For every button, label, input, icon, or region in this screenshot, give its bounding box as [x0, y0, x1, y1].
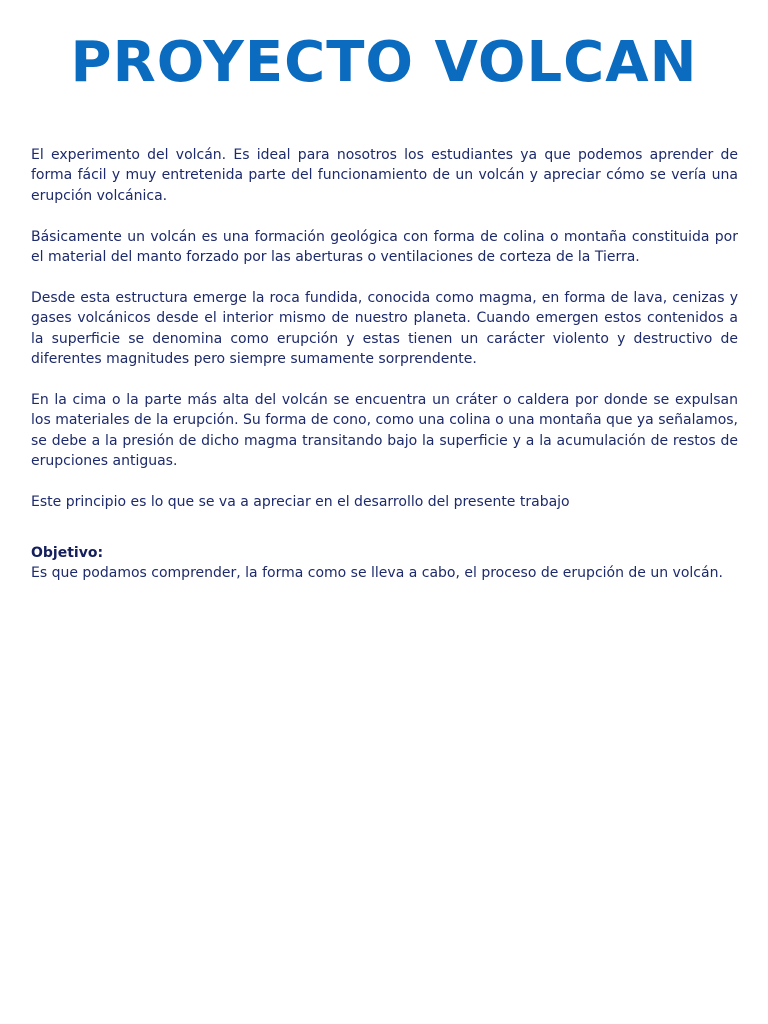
objective-section: [31, 543, 738, 583]
objective-label: Objetivo:: [31, 545, 104, 561]
body-text: [31, 145, 738, 512]
paragraph-crater: En la cima o la parte más alta del volcán se encuentra un cráter o caldera por donde se expulsan los materiales de la erupción. Su forma de cono, como una colina o una montaña que ya señalamos, se debe a la presión de dicho magma transitando bajo la superficie y a la acumulación de restos de erupciones antiguas.: [31, 391, 738, 470]
paragraph-intro: El experimento del volcán. Es ideal para nosotros los estudiantes ya que podemos aprender de forma fácil y muy entretenida parte del funcionamiento de un volcán y apreciar cómo se vería una erupción volcánica.: [31, 147, 738, 204]
page-title: PROYECTO VOLCAN: [70, 30, 698, 95]
objective-text: Es que podamos comprender, la forma como se lleva a cabo, el proceso de erupción de un volcán.: [31, 565, 723, 581]
paragraph-definition: Básicamente un volcán es una formación geológica con forma de colina o montaña constituida por el material del manto forzado por las aberturas o ventilaciones de corteza de la Tierra.: [31, 228, 738, 266]
paragraph-magma: Desde esta estructura emerge la roca fundida, conocida como magma, en forma de lava, cenizas y gases volcánicos desde el interior mismo de nuestro planeta. Cuando emergen estos contenidos a la superficie se denomina como erupción y estas tienen un carácter violento y destructivo de diferentes magnitudes pero siempre sumamente sorprendente.: [31, 289, 738, 368]
paragraph-principle: Este principio es lo que se va a apreciar en el desarrollo del presente trabajo: [31, 493, 570, 510]
